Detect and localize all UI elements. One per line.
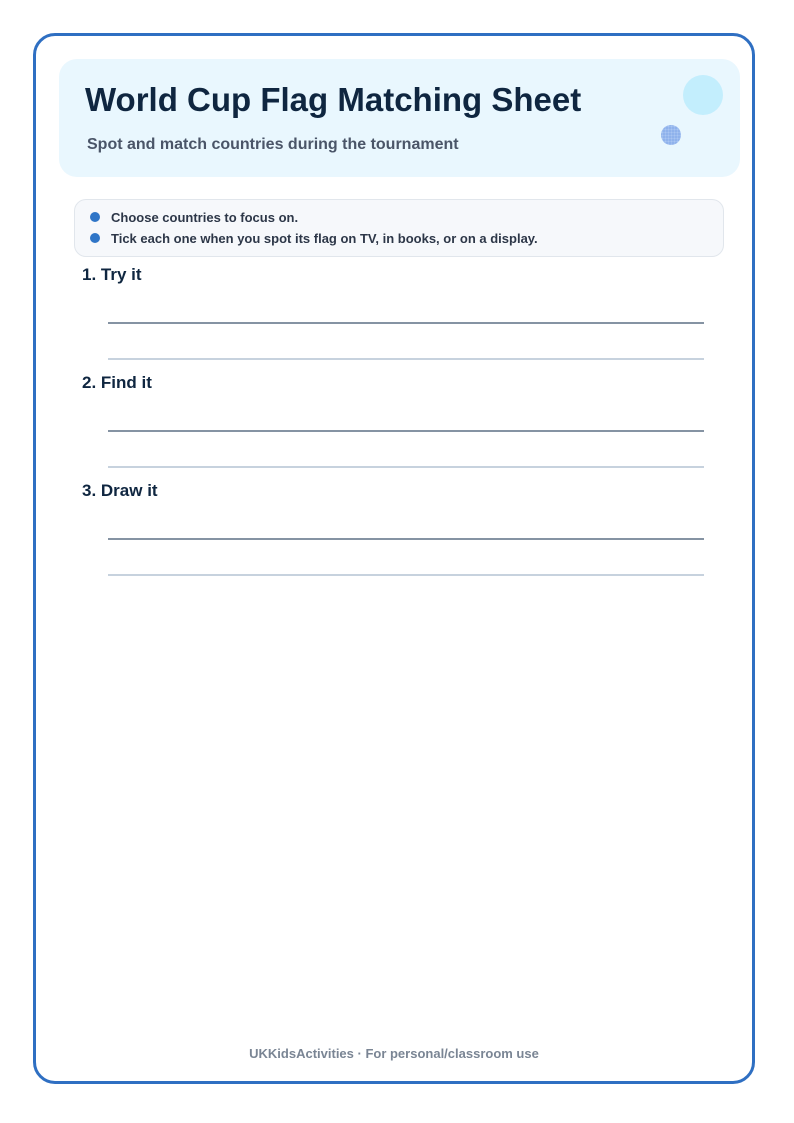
decorative-dotted-bubble-icon xyxy=(661,125,681,145)
instruction-text: Choose countries to focus on. xyxy=(111,209,299,225)
bullet-icon xyxy=(90,233,100,243)
instruction-item xyxy=(90,208,298,226)
section-heading-try-it: 1. Try it xyxy=(82,265,142,284)
footer-credit: UKKidsActivities · For personal/classroom use xyxy=(249,1046,539,1061)
page-title: World Cup Flag Matching Sheet xyxy=(85,81,582,118)
writing-line[interactable] xyxy=(108,574,704,576)
decorative-bubble-icon xyxy=(683,75,723,115)
instruction-item xyxy=(90,229,538,247)
page-subtitle: Spot and match countries during the tournament xyxy=(87,136,459,153)
writing-line[interactable] xyxy=(108,466,704,468)
writing-line[interactable] xyxy=(108,538,704,540)
worksheet-page xyxy=(33,33,755,1084)
writing-line[interactable] xyxy=(108,430,704,432)
instructions-box xyxy=(74,199,724,257)
section-heading-draw-it: 3. Draw it xyxy=(82,481,158,500)
section-heading-find-it: 2. Find it xyxy=(82,373,152,392)
header-banner xyxy=(59,59,740,177)
instruction-text: Tick each one when you spot its flag on TV, in books, or on a display. xyxy=(111,230,538,246)
bullet-icon xyxy=(90,212,100,222)
writing-line[interactable] xyxy=(108,322,704,324)
writing-line[interactable] xyxy=(108,358,704,360)
